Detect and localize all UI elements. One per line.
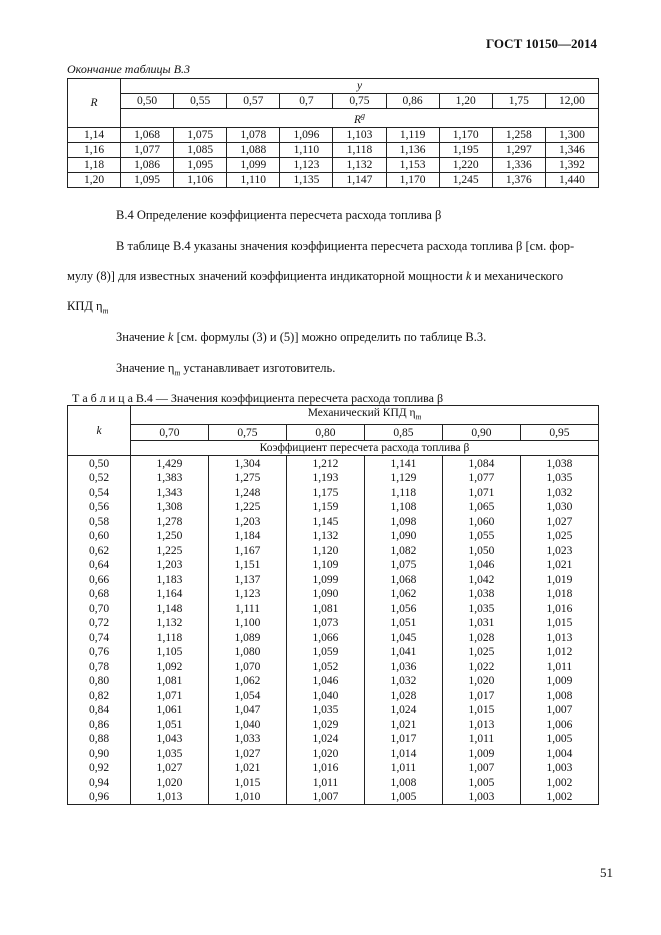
table-b3-cell: 1,376 [492,172,545,187]
table-b4-cell: 1,092 [131,659,209,674]
table-b3-cell: 1,078 [227,127,280,142]
table-b4-cell: 1,018 [520,587,598,602]
table-b4-row-label: 0,54 [68,485,131,500]
paragraph-line-3: КПД $\eta_m$ [67,299,109,316]
table-b4-cell: 1,016 [520,601,598,616]
table-b4-cell: 1,137 [208,572,286,587]
table-b3-cell: 1,170 [439,127,492,142]
table-b3-row-label: 1,20 [68,172,121,187]
table-b4-cell: 1,051 [364,616,442,631]
table-b4-cell: 1,075 [364,558,442,573]
table-b3-cell: 1,392 [545,157,598,172]
table-b3-cell: 1,088 [227,142,280,157]
table-b3-column-header: 0,55 [174,94,227,109]
table-b3-cell: 1,095 [121,172,174,187]
table-b4-cell: 1,062 [208,674,286,689]
table-b4-cell: 1,045 [364,630,442,645]
table-b4-cell: 1,084 [442,456,520,471]
table-b4-subheader: Коэффициент пересчета расхода топлива β [131,440,599,456]
table-b4-cell: 1,059 [286,645,364,660]
table-b4-row [68,790,599,805]
table-b3-row-label: 1,16 [68,142,121,157]
table-b4-row [68,746,599,761]
table-b4-row-header: k [68,406,131,456]
table-b4-cell: 1,028 [442,630,520,645]
table-b3-cell: 1,119 [386,127,439,142]
table-b4-cell: 1,167 [208,543,286,558]
table-b3-cell: 1,110 [280,142,333,157]
table-b4-cell: 1,005 [520,732,598,747]
table-b4-cell: 1,035 [286,703,364,718]
table-b4-row-label: 0,52 [68,471,131,486]
table-b3-cell: 1,220 [439,157,492,172]
table-b4-cell: 1,105 [131,645,209,660]
table-b4-cell: 1,051 [131,717,209,732]
table-b3-row [68,172,599,187]
table-b4-cell: 1,055 [442,529,520,544]
table-b4-cell: 1,008 [364,775,442,790]
table-b4-group-header: Механический КПД $\eta_m$ [131,406,599,425]
table-b4-cell: 1,099 [286,572,364,587]
table-b4-row [68,717,599,732]
table-b4-caption: Т а б л и ц а В.4 — Значения коэффициента пересчета расхода топлива β [72,391,444,405]
table-b3-cell: 1,103 [333,127,386,142]
table-b3-cell: 1,086 [121,157,174,172]
table-b3-column-header: 0,75 [333,94,386,109]
table-b3-row [68,142,599,157]
table-b4-cell: 1,225 [131,543,209,558]
table-b4-cell: 1,013 [520,630,598,645]
table-b4-cell: 1,118 [131,630,209,645]
table-b4 [67,405,599,805]
table-b4-row-label: 0,72 [68,616,131,631]
table-b4-cell: 1,006 [520,717,598,732]
table-b4-cell: 1,027 [208,746,286,761]
table-b4-row-label: 0,94 [68,775,131,790]
table-b4-cell: 1,212 [286,456,364,471]
table-b3-cell: 1,118 [333,142,386,157]
table-b4-cell: 1,040 [208,717,286,732]
table-b4-cell: 1,090 [286,587,364,602]
paragraph-line-1: В таблице В.4 указаны значения коэффициента пересчета расхода топлива β [см. фор- [116,239,575,253]
table-b4-cell: 1,010 [208,790,286,805]
table-b4-cell: 1,132 [286,529,364,544]
table-b3-column-header: 0,86 [386,94,439,109]
table-b4-cell: 1,029 [286,717,364,732]
table-b4-cell: 1,003 [442,790,520,805]
paragraph-eta-value: Значение $\eta_m$ устанавливает изготовитель. [116,361,336,378]
table-b4-cell: 1,019 [520,572,598,587]
table-b3-cell: 1,170 [386,172,439,187]
table-b4-cell: 1,304 [208,456,286,471]
table-b4-row [68,572,599,587]
table-b3-column-header: 0,7 [280,94,333,109]
table-b3-cell: 1,123 [280,157,333,172]
table-b4-cell: 1,025 [520,529,598,544]
table-b4-cell: 1,002 [520,790,598,805]
table-b4-cell: 1,193 [286,471,364,486]
table-b4-row [68,456,599,471]
table-b4-cell: 1,120 [286,543,364,558]
table-b3-column-header: 1,20 [439,94,492,109]
table-b3-cell: 1,195 [439,142,492,157]
table-b4-row-label: 0,64 [68,558,131,573]
table-b4-cell: 1,175 [286,485,364,500]
table-b4-row [68,688,599,703]
table-b4-cell: 1,027 [131,761,209,776]
table-b4-cell: 1,041 [364,645,442,660]
table-b3-cell: 1,346 [545,142,598,157]
table-b4-cell: 1,011 [442,732,520,747]
table-b4-cell: 1,089 [208,630,286,645]
table-b4-row-label: 0,88 [68,732,131,747]
paragraph-k-value: Значение k [см. формулы (3) и (5)] можно определить по таблице В.3. [116,330,487,344]
table-b4-row [68,616,599,631]
table-b4-cell: 1,123 [208,587,286,602]
table-b4-cell: 1,021 [208,761,286,776]
table-b4-cell: 1,250 [131,529,209,544]
table-b4-cell: 1,035 [442,601,520,616]
table-b4-row-label: 0,58 [68,514,131,529]
table-b3-row [68,127,599,142]
table-b4-cell: 1,003 [520,761,598,776]
table-b4-cell: 1,184 [208,529,286,544]
table-b3-row-label: 1,18 [68,157,121,172]
table-b4-cell: 1,017 [364,732,442,747]
table-b4-column-headers [68,425,599,441]
table-b3-cell: 1,147 [333,172,386,187]
table-b4-cell: 1,002 [520,775,598,790]
table-b4-cell: 1,015 [208,775,286,790]
table-b4-cell: 1,005 [364,790,442,805]
table-b3-cell: 1,095 [174,157,227,172]
table-b4-cell: 1,023 [520,543,598,558]
table-b4-cell: 1,031 [442,616,520,631]
table-b3-cell: 1,336 [492,157,545,172]
table-b4-cell: 1,056 [364,601,442,616]
table-b4-row-label: 0,74 [68,630,131,645]
table-b4-row [68,732,599,747]
page-number: 51 [600,865,613,880]
table-b3-cell: 1,440 [545,172,598,187]
table-b4-cell: 1,308 [131,500,209,515]
table-b3-group-header: y [121,79,599,94]
table-b4-row [68,543,599,558]
table-b4-cell: 1,073 [286,616,364,631]
table-b3 [67,78,599,188]
table-b4-cell: 1,100 [208,616,286,631]
table-b4-cell: 1,025 [442,645,520,660]
table-b4-row [68,659,599,674]
table-b4-cell: 1,080 [208,645,286,660]
table-b4-row-label: 0,80 [68,674,131,689]
table-b3-cell: 1,258 [492,127,545,142]
table-b4-cell: 1,015 [520,616,598,631]
table-b4-row [68,645,599,660]
table-b4-cell: 1,011 [286,775,364,790]
table-b4-cell: 1,054 [208,688,286,703]
table-b4-cell: 1,275 [208,471,286,486]
table-b4-cell: 1,038 [442,587,520,602]
table-b4-cell: 1,225 [208,500,286,515]
table-b4-row [68,761,599,776]
table-b4-cell: 1,035 [131,746,209,761]
table-b4-column-header: 0,70 [131,425,209,441]
table-b4-cell: 1,151 [208,558,286,573]
table-b4-row-label: 0,60 [68,529,131,544]
table-b4-cell: 1,005 [442,775,520,790]
table-b4-row [68,485,599,500]
table-b3-column-header: 0,57 [227,94,280,109]
table-b4-cell: 1,020 [286,746,364,761]
table-b4-cell: 1,038 [520,456,598,471]
table-b4-cell: 1,111 [208,601,286,616]
table-b3-cell: 1,153 [386,157,439,172]
table-b4-cell: 1,141 [364,456,442,471]
table-b4-cell: 1,040 [286,688,364,703]
table-b4-cell: 1,164 [131,587,209,602]
table-b4-row [68,514,599,529]
table-b4-cell: 1,020 [442,674,520,689]
table-b3-cell: 1,085 [174,142,227,157]
table-b4-cell: 1,013 [442,717,520,732]
table-b4-row-label: 0,56 [68,500,131,515]
table-b4-row [68,775,599,790]
table-b4-cell: 1,148 [131,601,209,616]
table-b4-cell: 1,082 [364,543,442,558]
table-b4-cell: 1,015 [442,703,520,718]
table-b4-cell: 1,278 [131,514,209,529]
table-b4-cell: 1,159 [286,500,364,515]
table-b4-cell: 1,070 [208,659,286,674]
table-b3-cell: 1,132 [333,157,386,172]
table-b3-cell: 1,135 [280,172,333,187]
table-b4-row [68,587,599,602]
table-b4-cell: 1,098 [364,514,442,529]
table-b4-row-label: 0,84 [68,703,131,718]
table-b3-cell: 1,099 [227,157,280,172]
table-b4-cell: 1,036 [364,659,442,674]
table-b4-cell: 1,071 [442,485,520,500]
table-b4-cell: 1,043 [131,732,209,747]
table-b4-cell: 1,062 [364,587,442,602]
table-b4-row [68,529,599,544]
table-b4-cell: 1,047 [208,703,286,718]
table-b4-cell: 1,011 [520,659,598,674]
table-b4-cell: 1,145 [286,514,364,529]
table-b4-row-label: 0,78 [68,659,131,674]
table-b4-row [68,500,599,515]
table-b4-cell: 1,020 [131,775,209,790]
table-b4-cell: 1,027 [520,514,598,529]
table-b4-cell: 1,009 [442,746,520,761]
table-b4-cell: 1,077 [442,471,520,486]
table-b4-row-label: 0,96 [68,790,131,805]
table-b4-row-label: 0,68 [68,587,131,602]
table-b4-cell: 1,021 [364,717,442,732]
table-b4-cell: 1,071 [131,688,209,703]
table-b4-cell: 1,132 [131,616,209,631]
table-b4-cell: 1,118 [364,485,442,500]
table-b3-column-header: 0,50 [121,94,174,109]
document-header: ГОСТ 10150—2014 [485,36,597,51]
table-b4-cell: 1,032 [520,485,598,500]
table-b4-row-label: 0,86 [68,717,131,732]
table-b4-cell: 1,022 [442,659,520,674]
table-b3-row-label: 1,14 [68,127,121,142]
table-b3-cell: 1,075 [174,127,227,142]
table-b4-cell: 1,081 [286,601,364,616]
table-b4-row-label: 0,82 [68,688,131,703]
table-b4-cell: 1,024 [286,732,364,747]
table-b4-cell: 1,343 [131,485,209,500]
table-b4-cell: 1,065 [442,500,520,515]
table-b4-cell: 1,033 [208,732,286,747]
table-b4-cell: 1,030 [520,500,598,515]
table-b4-column-header: 0,80 [286,425,364,441]
table-b4-row-label: 0,70 [68,601,131,616]
table-b4-cell: 1,021 [520,558,598,573]
table-b4-cell: 1,046 [286,674,364,689]
table-b4-column-header: 0,95 [520,425,598,441]
table-b3-cell: 1,096 [280,127,333,142]
table-b4-row [68,703,599,718]
table-b3-column-headers [68,94,599,109]
table-b3-caption: Окончание таблицы В.3 [67,62,191,76]
table-b4-cell: 1,014 [364,746,442,761]
table-b4-cell: 1,248 [208,485,286,500]
table-b4-cell: 1,042 [442,572,520,587]
table-b4-cell: 1,068 [364,572,442,587]
table-b4-row [68,558,599,573]
table-b4-cell: 1,203 [131,558,209,573]
table-b4-cell: 1,024 [364,703,442,718]
table-b4-row-label: 0,50 [68,456,131,471]
table-b4-cell: 1,109 [286,558,364,573]
paragraph-line-2: мулу (8)] для известных значений коэффициента индикаторной мощности k и механического [67,269,564,283]
table-b3-cell: 1,068 [121,127,174,142]
table-b4-cell: 1,060 [442,514,520,529]
table-b4-row-label: 0,90 [68,746,131,761]
table-b4-cell: 1,012 [520,645,598,660]
table-b3-cell: 1,300 [545,127,598,142]
table-b3-cell: 1,136 [386,142,439,157]
table-b4-cell: 1,129 [364,471,442,486]
table-b4-cell: 1,016 [286,761,364,776]
table-b4-row-label: 0,66 [68,572,131,587]
table-b3-column-header: 1,75 [492,94,545,109]
table-b4-cell: 1,008 [520,688,598,703]
table-b3-cell: 1,297 [492,142,545,157]
table-b3-row [68,157,599,172]
table-b4-row-label: 0,92 [68,761,131,776]
table-b4-cell: 1,028 [364,688,442,703]
table-b4-row-label: 0,62 [68,543,131,558]
table-b4-cell: 1,035 [520,471,598,486]
table-b4-column-header: 0,90 [442,425,520,441]
table-b4-cell: 1,183 [131,572,209,587]
table-b4-row [68,630,599,645]
table-b4-row [68,471,599,486]
table-b4-cell: 1,203 [208,514,286,529]
table-b4-column-header: 0,75 [208,425,286,441]
table-b4-cell: 1,050 [442,543,520,558]
table-b4-cell: 1,007 [520,703,598,718]
table-b3-row-header: R [68,79,121,128]
table-b4-cell: 1,007 [286,790,364,805]
table-b3-cell: 1,110 [227,172,280,187]
table-b4-cell: 1,061 [131,703,209,718]
table-b4-row-label: 0,76 [68,645,131,660]
table-b4-cell: 1,046 [442,558,520,573]
table-b4-cell: 1,011 [364,761,442,776]
table-b4-cell: 1,032 [364,674,442,689]
table-b3-column-header: 12,00 [545,94,598,109]
table-b4-cell: 1,052 [286,659,364,674]
table-b4-row [68,674,599,689]
paragraph-b4-title: В.4 Определение коэффициента пересчета расхода топлива β [116,208,442,222]
table-b4-cell: 1,004 [520,746,598,761]
table-b4-cell: 1,090 [364,529,442,544]
table-b4-column-header: 0,85 [364,425,442,441]
table-b3-cell: 1,106 [174,172,227,187]
table-b4-cell: 1,383 [131,471,209,486]
table-b3-subheader: $R^g$ [121,109,599,128]
table-b4-cell: 1,108 [364,500,442,515]
table-b4-cell: 1,007 [442,761,520,776]
table-b3-cell: 1,077 [121,142,174,157]
table-b4-cell: 1,429 [131,456,209,471]
table-b4-cell: 1,081 [131,674,209,689]
table-b4-cell: 1,013 [131,790,209,805]
table-b4-row [68,601,599,616]
table-b4-cell: 1,017 [442,688,520,703]
table-b4-cell: 1,066 [286,630,364,645]
table-b3-cell: 1,245 [439,172,492,187]
table-b4-cell: 1,009 [520,674,598,689]
